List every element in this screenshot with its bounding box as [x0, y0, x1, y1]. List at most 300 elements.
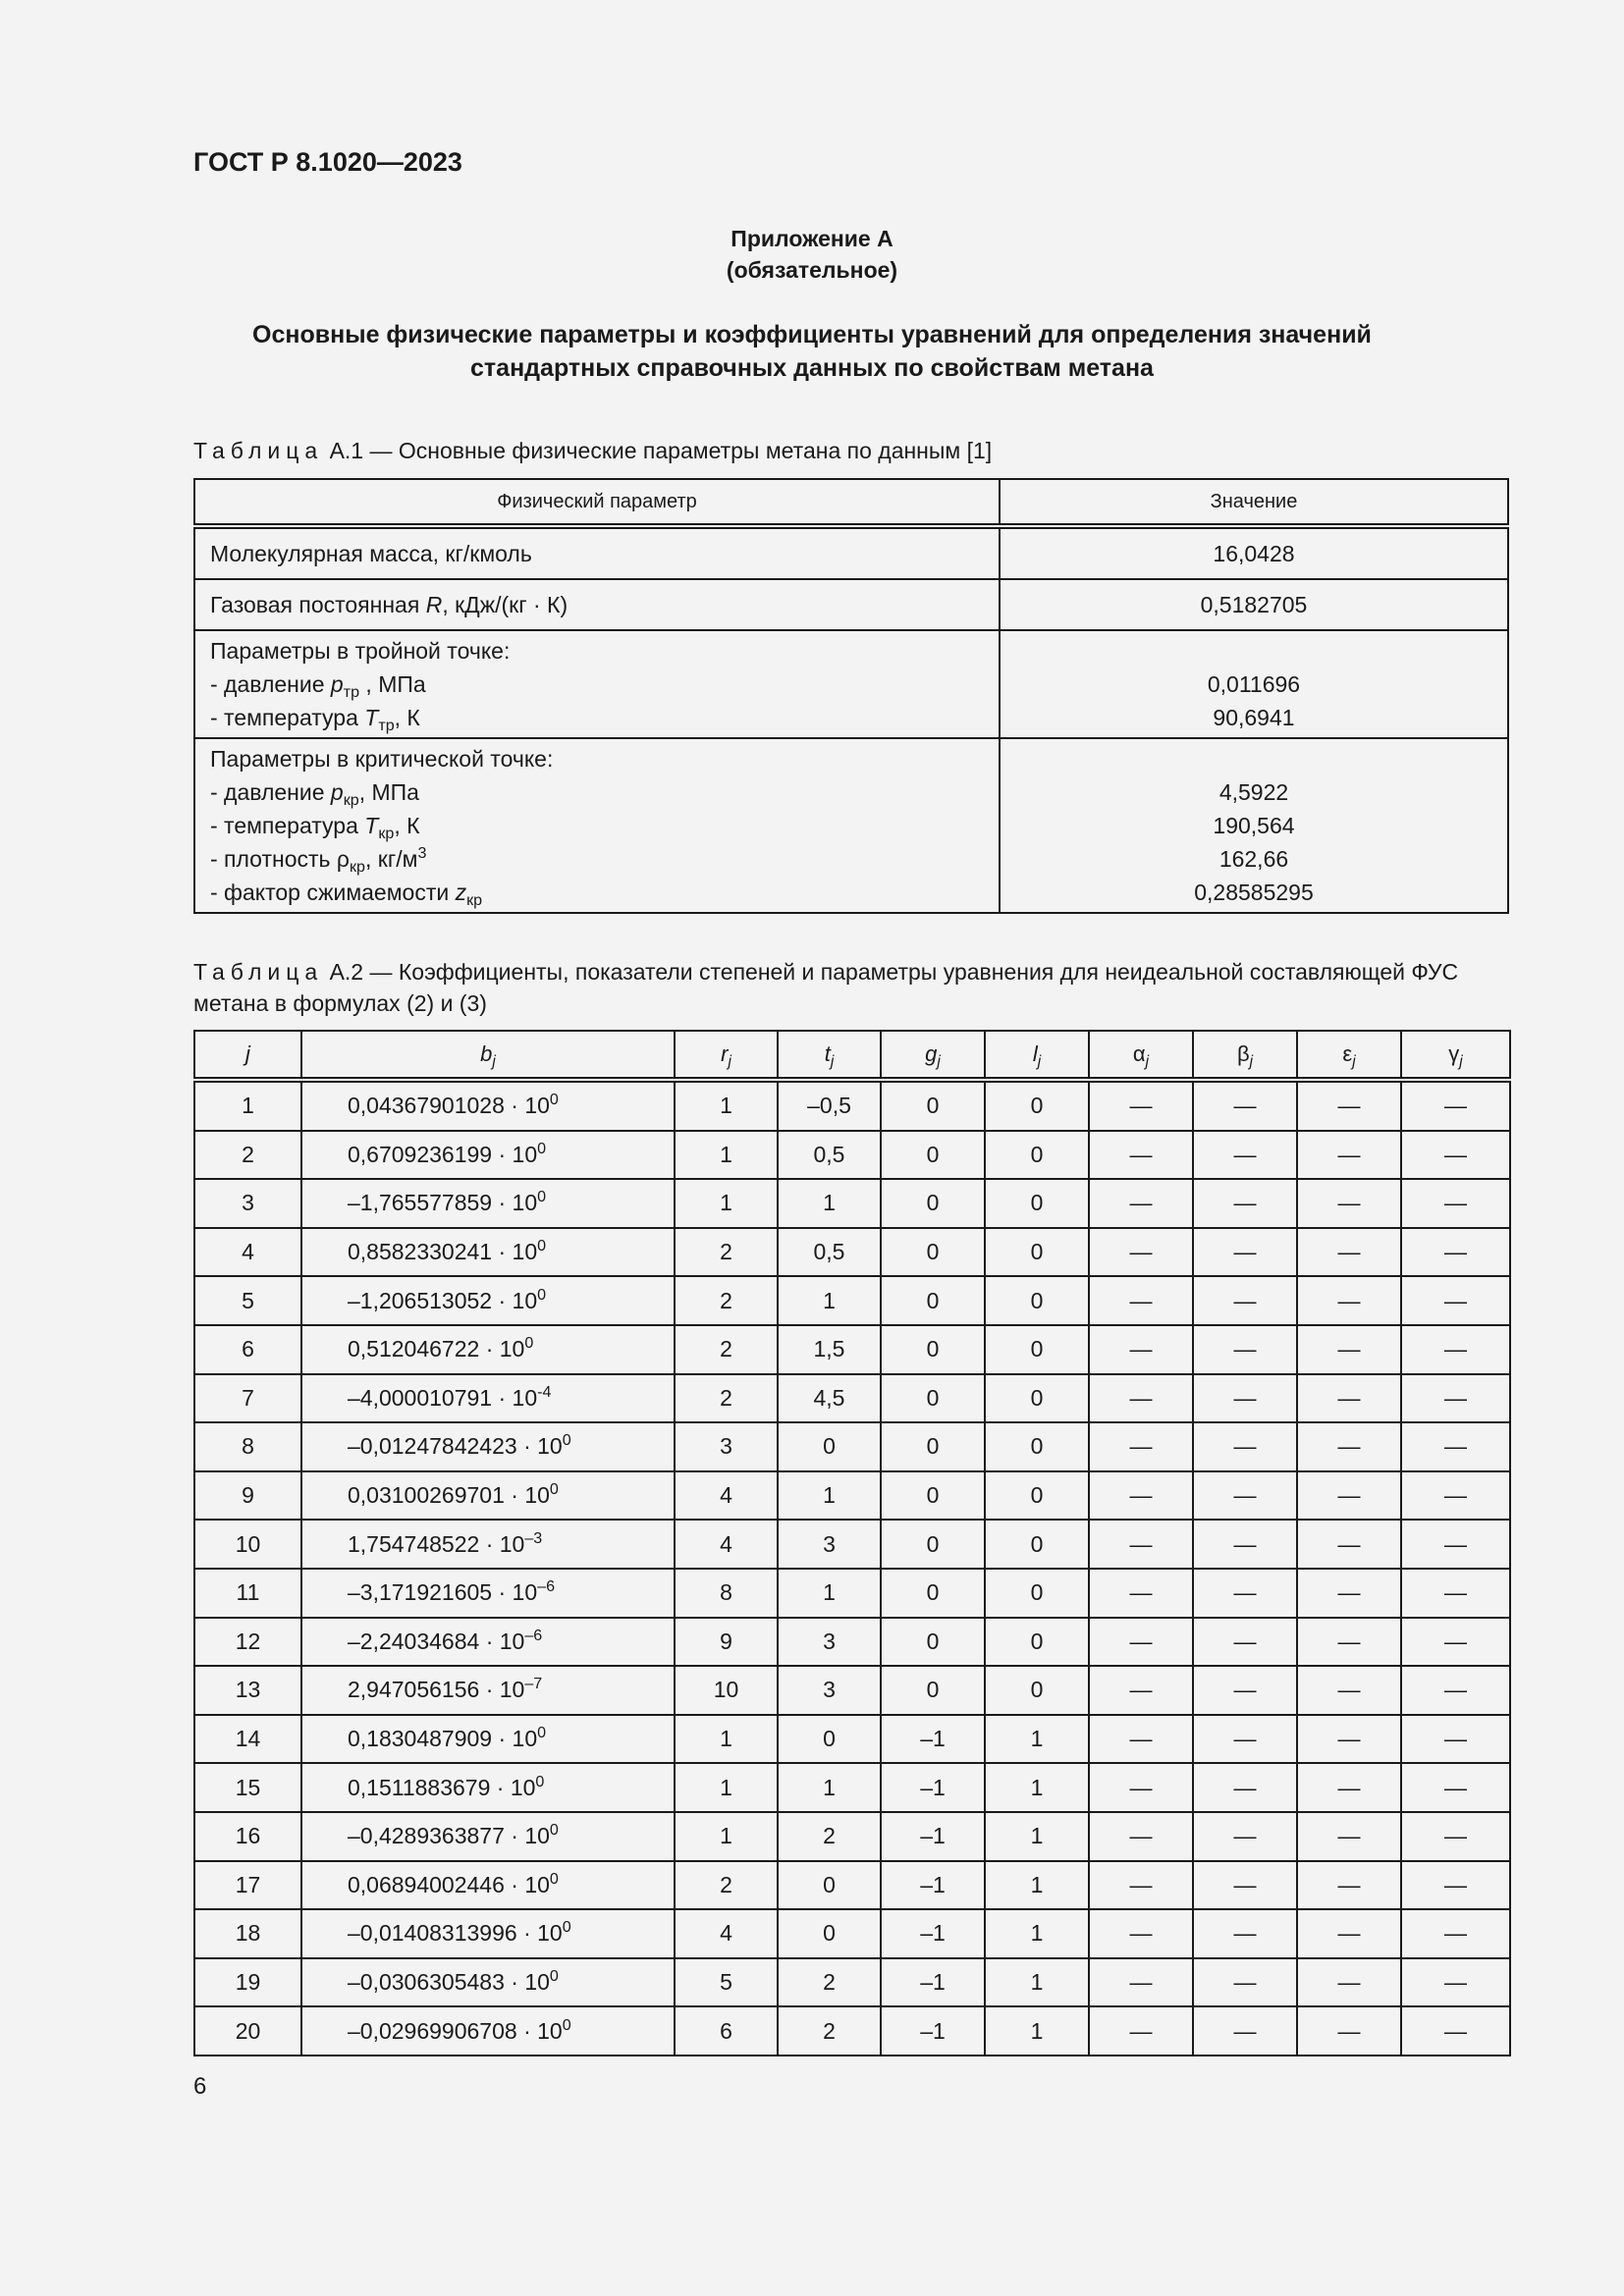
cell-j: 1 — [194, 1080, 301, 1131]
table-a2-caption-label: Таблица — [193, 959, 324, 985]
cp-temp-symbol: T — [364, 813, 379, 838]
coefficient-mantissa: –0,01247842423 · 10 — [348, 1433, 563, 1460]
tp-temp-prefix: - температура — [210, 705, 365, 730]
tp-temp-sub: тр — [378, 717, 395, 734]
cell-r: 1 — [675, 1763, 778, 1812]
table-row — [194, 579, 1508, 630]
document-code: ГОСТ Р 8.1020—2023 — [193, 147, 462, 177]
coefficient-exponent: 0 — [562, 2015, 571, 2034]
cell-t: 0 — [778, 1909, 881, 1958]
coefficient-mantissa: 0,512046722 · 10 — [348, 1336, 525, 1362]
cell-r: 1 — [675, 1131, 778, 1180]
header-subscript: j — [1459, 1053, 1463, 1070]
cell-r: 2 — [675, 1374, 778, 1423]
cell-beta: — — [1193, 1958, 1297, 2007]
table-row — [194, 1374, 1510, 1423]
header-subscript: j — [1352, 1053, 1356, 1070]
column-header-r — [675, 1031, 778, 1080]
coefficient-mantissa: –2,24034684 · 10 — [348, 1628, 525, 1654]
cell-t: 3 — [778, 1618, 881, 1667]
cell-j: 7 — [194, 1374, 301, 1423]
cell-eps: — — [1297, 1666, 1401, 1715]
cell-t: 0 — [778, 1422, 881, 1471]
cell-beta: — — [1193, 1179, 1297, 1228]
cell-eps: — — [1297, 1520, 1401, 1569]
cell-l: 1 — [985, 1812, 1089, 1861]
cell-eps: — — [1297, 1131, 1401, 1180]
cell-r: 4 — [675, 1520, 778, 1569]
cell-alpha: — — [1089, 1471, 1193, 1521]
cell-j: 3 — [194, 1179, 301, 1228]
cell-g: 0 — [881, 1228, 985, 1277]
cell-beta: — — [1193, 1325, 1297, 1374]
cell-eps: — — [1297, 1422, 1401, 1471]
cell-b — [301, 1080, 675, 1131]
table-row — [194, 1618, 1510, 1667]
cell-j: 15 — [194, 1763, 301, 1812]
cell-eps: — — [1297, 1080, 1401, 1131]
coefficient-exponent: 0 — [549, 1821, 559, 1840]
table-a2-caption-text: А.2 — Коэффициенты, показатели степеней и параметры уравнения для неидеальной составляющей ФУС метана в формулах (2) и (3) — [193, 959, 1459, 1016]
table-row — [194, 1715, 1510, 1764]
cell-beta: — — [1193, 1374, 1297, 1423]
critical-density-value: 162,66 — [1218, 846, 1289, 872]
cell-l: 1 — [985, 1861, 1089, 1910]
cell-beta: — — [1193, 1715, 1297, 1764]
column-header-value: Значение — [1000, 479, 1508, 526]
cell-alpha: — — [1089, 1909, 1193, 1958]
cell-beta: — — [1193, 1909, 1297, 1958]
cell-gamma: — — [1401, 1958, 1510, 2007]
triple-pressure-label — [210, 667, 984, 701]
cell-g: 0 — [881, 1666, 985, 1715]
critical-density-label — [210, 842, 984, 876]
column-header-parameter: Физический параметр — [194, 479, 1000, 526]
coefficient-exponent: –3 — [524, 1528, 543, 1547]
cell-b — [301, 1861, 675, 1910]
cp-density-sub: кр — [350, 858, 365, 876]
cell-b — [301, 1520, 675, 1569]
cell-j: 8 — [194, 1422, 301, 1471]
cell-j: 10 — [194, 1520, 301, 1569]
coefficient-exponent: 0 — [562, 1918, 571, 1937]
cell-eps: — — [1297, 1179, 1401, 1228]
critical-pressure-value: 4,5922 — [1218, 779, 1289, 805]
cell-g: –1 — [881, 1715, 985, 1764]
table-row — [194, 2006, 1510, 2056]
cell-b — [301, 1276, 675, 1325]
cell-j: 4 — [194, 1228, 301, 1277]
cell-alpha: — — [1089, 1422, 1193, 1471]
tp-pressure-sub: тр — [343, 683, 360, 701]
cell-g: 0 — [881, 1080, 985, 1131]
cell-gamma: — — [1401, 1618, 1510, 1667]
cell-j: 19 — [194, 1958, 301, 2007]
cell-eps: — — [1297, 1763, 1401, 1812]
cell-gamma: — — [1401, 1422, 1510, 1471]
cell-l: 0 — [985, 1471, 1089, 1521]
cell-eps: — — [1297, 1471, 1401, 1521]
coefficient-exponent: 0 — [549, 1091, 559, 1109]
cp-pressure-prefix: - давление — [210, 779, 331, 805]
cell-b — [301, 1374, 675, 1423]
molar-mass-value: 16,0428 — [1000, 526, 1508, 579]
coefficient-mantissa: –1,206513052 · 10 — [348, 1287, 538, 1313]
cell-eps: — — [1297, 1909, 1401, 1958]
cell-g: 0 — [881, 1520, 985, 1569]
cell-g: 0 — [881, 1179, 985, 1228]
cp-density-sup: 3 — [417, 844, 427, 862]
cell-gamma: — — [1401, 1471, 1510, 1521]
critical-temperature-value: 190,564 — [1213, 813, 1295, 838]
cell-j: 14 — [194, 1715, 301, 1764]
cell-l: 0 — [985, 1131, 1089, 1180]
gas-constant-symbol: R — [425, 592, 443, 617]
cell-b — [301, 1763, 675, 1812]
coefficient-exponent: 0 — [537, 1188, 547, 1206]
cell-l: 0 — [985, 1618, 1089, 1667]
table-row — [194, 738, 1508, 913]
column-header-b — [301, 1031, 675, 1080]
tp-pressure-suffix: , МПа — [359, 671, 426, 697]
cell-r: 2 — [675, 1228, 778, 1277]
cell-j: 12 — [194, 1618, 301, 1667]
coefficient-mantissa: 0,06894002446 · 10 — [348, 1871, 550, 1897]
header-subscript: j — [728, 1053, 731, 1070]
cp-z-symbol: z — [455, 880, 467, 905]
cell-r: 1 — [675, 1715, 778, 1764]
cell-r: 1 — [675, 1080, 778, 1131]
cell-beta: — — [1193, 1618, 1297, 1667]
column-header-beta — [1193, 1031, 1297, 1080]
cell-b — [301, 1131, 675, 1180]
coefficient-mantissa: 0,1830487909 · 10 — [348, 1726, 538, 1752]
cell-j: 18 — [194, 1909, 301, 1958]
cell-eps: — — [1297, 1812, 1401, 1861]
cell-alpha: — — [1089, 2006, 1193, 2056]
cell-b — [301, 1909, 675, 1958]
cell-gamma: — — [1401, 1179, 1510, 1228]
header-subscript: j — [1145, 1053, 1150, 1070]
gas-constant-suffix: , кДж/(кг · К) — [442, 592, 568, 617]
cell-j: 17 — [194, 1861, 301, 1910]
cell-t: 0,5 — [778, 1131, 881, 1180]
table-row — [194, 1131, 1510, 1180]
cell-gamma: — — [1401, 1569, 1510, 1618]
cell-t: 4,5 — [778, 1374, 881, 1423]
cell-r: 1 — [675, 1812, 778, 1861]
column-header-alpha — [1089, 1031, 1193, 1080]
cell-j: 11 — [194, 1569, 301, 1618]
cell-gamma: — — [1401, 1812, 1510, 1861]
cell-r: 6 — [675, 2006, 778, 2056]
cell-l: 0 — [985, 1228, 1089, 1277]
cell-l: 1 — [985, 1909, 1089, 1958]
cell-j: 9 — [194, 1471, 301, 1521]
coefficient-exponent: 0 — [549, 1966, 559, 1985]
cp-density-suffix: , кг/м — [365, 846, 418, 872]
cell-eps: — — [1297, 1276, 1401, 1325]
cell-gamma: — — [1401, 1080, 1510, 1131]
coefficient-mantissa: –0,02969906708 · 10 — [348, 2017, 563, 2044]
column-header-j — [194, 1031, 301, 1080]
coefficient-mantissa: –1,765577859 · 10 — [348, 1190, 538, 1216]
triple-temperature-value: 90,6941 — [1213, 705, 1295, 730]
table-a2-caption — [193, 956, 1509, 1019]
table-row — [194, 1179, 1510, 1228]
cell-j: 2 — [194, 1131, 301, 1180]
cell-t: –0,5 — [778, 1080, 881, 1131]
cell-beta: — — [1193, 1812, 1297, 1861]
coefficient-mantissa: –3,171921605 · 10 — [348, 1579, 538, 1606]
cell-gamma: — — [1401, 1861, 1510, 1910]
coefficient-mantissa: –4,000010791 · 10 — [348, 1384, 538, 1411]
cell-alpha: — — [1089, 1179, 1193, 1228]
table-a1-caption-label: Таблица — [193, 438, 324, 463]
cell-r: 3 — [675, 1422, 778, 1471]
cell-l: 0 — [985, 1179, 1089, 1228]
cell-j: 20 — [194, 2006, 301, 2056]
heading-line-2: стандартных справочных данных по свойствам метана — [470, 354, 1154, 382]
cell-l: 1 — [985, 1715, 1089, 1764]
cell-b — [301, 1471, 675, 1521]
cell-r: 2 — [675, 1325, 778, 1374]
coefficient-exponent: –6 — [524, 1626, 543, 1644]
cell-r: 2 — [675, 1861, 778, 1910]
header-symbol: γ — [1448, 1041, 1460, 1066]
coefficient-exponent: 0 — [524, 1334, 534, 1353]
cell-eps: — — [1297, 1569, 1401, 1618]
heading-line-1: Основные физические параметры и коэффициенты уравнений для определения значений — [252, 321, 1372, 348]
cell-t: 0 — [778, 1861, 881, 1910]
cell-alpha: — — [1089, 1276, 1193, 1325]
cp-temp-sub: кр — [378, 825, 395, 842]
cell-beta: — — [1193, 1861, 1297, 1910]
header-subscript: j — [937, 1053, 941, 1070]
cp-pressure-sub: кр — [343, 791, 359, 809]
header-symbol: r — [721, 1041, 729, 1066]
cell-alpha: — — [1089, 1666, 1193, 1715]
cp-z-sub: кр — [466, 891, 483, 909]
coefficient-mantissa: –0,0306305483 · 10 — [348, 1968, 550, 1995]
header-symbol: l — [1032, 1041, 1038, 1066]
cell-alpha: — — [1089, 1958, 1193, 2007]
cell-gamma: — — [1401, 1763, 1510, 1812]
header-symbol: β — [1236, 1041, 1250, 1066]
header-subscript: j — [830, 1053, 835, 1070]
cell-alpha: — — [1089, 1861, 1193, 1910]
coefficient-exponent: –7 — [524, 1675, 543, 1693]
cell-beta: — — [1193, 1228, 1297, 1277]
cell-t: 1 — [778, 1179, 881, 1228]
tp-pressure-prefix: - давление — [210, 671, 331, 697]
critical-pressure-label — [210, 775, 984, 809]
critical-compressibility-label — [210, 876, 984, 909]
cell-g: –1 — [881, 1812, 985, 1861]
table-row — [194, 1422, 1510, 1471]
column-header-epsilon — [1297, 1031, 1401, 1080]
cell-t: 1 — [778, 1763, 881, 1812]
cell-beta: — — [1193, 1471, 1297, 1521]
gas-constant-label — [194, 579, 1000, 630]
cell-l: 0 — [985, 1520, 1089, 1569]
coefficient-exponent: 0 — [537, 1724, 547, 1742]
table-row — [194, 1812, 1510, 1861]
cell-gamma: — — [1401, 1374, 1510, 1423]
cell-b — [301, 1228, 675, 1277]
cp-pressure-symbol: p — [330, 779, 344, 805]
column-header-gamma — [1401, 1031, 1510, 1080]
coefficient-exponent: 0 — [535, 1772, 545, 1790]
cell-j: 6 — [194, 1325, 301, 1374]
cell-alpha: — — [1089, 1569, 1193, 1618]
table-row — [194, 1325, 1510, 1374]
cell-j: 13 — [194, 1666, 301, 1715]
cell-j: 5 — [194, 1276, 301, 1325]
coefficient-mantissa: –0,01408313996 · 10 — [348, 1920, 563, 1947]
cp-density-symbol: ρ — [336, 846, 350, 872]
cell-g: 0 — [881, 1276, 985, 1325]
cell-r: 4 — [675, 1909, 778, 1958]
table-a2-header-row — [194, 1031, 1510, 1080]
cell-l: 1 — [985, 1958, 1089, 2007]
cell-t: 0 — [778, 1715, 881, 1764]
cell-alpha: — — [1089, 1618, 1193, 1667]
table-row — [194, 1080, 1510, 1131]
table-row — [194, 1276, 1510, 1325]
cell-g: –1 — [881, 2006, 985, 2056]
cell-t: 1 — [778, 1471, 881, 1521]
cell-r: 9 — [675, 1618, 778, 1667]
cell-g: 0 — [881, 1325, 985, 1374]
cell-t: 3 — [778, 1520, 881, 1569]
coefficient-mantissa: 0,04367901028 · 10 — [348, 1093, 550, 1119]
header-symbol: t — [824, 1041, 831, 1066]
table-row — [194, 630, 1508, 738]
cell-alpha: — — [1089, 1080, 1193, 1131]
cell-alpha: — — [1089, 1325, 1193, 1374]
cell-alpha: — — [1089, 1715, 1193, 1764]
cell-eps: — — [1297, 1374, 1401, 1423]
coefficient-exponent: 0 — [537, 1285, 547, 1304]
cell-b — [301, 1666, 675, 1715]
coefficient-mantissa: 1,754748522 · 10 — [348, 1530, 525, 1557]
coefficient-mantissa: 2,947056156 · 10 — [348, 1677, 525, 1703]
table-row — [194, 1228, 1510, 1277]
cell-beta: — — [1193, 1666, 1297, 1715]
table-a1-header-row — [194, 479, 1508, 526]
cell-g: 0 — [881, 1374, 985, 1423]
header-symbol: ε — [1342, 1041, 1353, 1066]
coefficient-mantissa: –0,4289363877 · 10 — [348, 1823, 550, 1849]
cell-b — [301, 1569, 675, 1618]
cell-alpha: — — [1089, 1131, 1193, 1180]
cell-gamma: — — [1401, 1276, 1510, 1325]
cell-g: 0 — [881, 1131, 985, 1180]
cp-density-prefix: - плотность — [210, 846, 337, 872]
coefficient-exponent: -4 — [537, 1382, 552, 1401]
column-header-g — [881, 1031, 985, 1080]
molar-mass-label: Молекулярная масса, кг/кмоль — [194, 526, 1000, 579]
critical-point-values — [1000, 738, 1508, 913]
cell-g: –1 — [881, 1861, 985, 1910]
table-row — [194, 526, 1508, 579]
table-a2-body — [194, 1080, 1510, 2056]
coefficient-exponent: 0 — [537, 1139, 547, 1157]
tp-temp-symbol: T — [364, 705, 379, 730]
cell-g: 0 — [881, 1471, 985, 1521]
cell-alpha: — — [1089, 1520, 1193, 1569]
gas-constant-prefix: Газовая постоянная — [210, 592, 426, 617]
critical-point-params — [194, 738, 1000, 913]
cell-eps: — — [1297, 1228, 1401, 1277]
cell-alpha: — — [1089, 1763, 1193, 1812]
coefficient-mantissa: 0,1511883679 · 10 — [348, 1774, 536, 1800]
coefficient-mantissa: 0,03100269701 · 10 — [348, 1482, 550, 1509]
coefficient-exponent: 0 — [562, 1431, 571, 1450]
cell-gamma: — — [1401, 1228, 1510, 1277]
table-a2 — [193, 1030, 1511, 2056]
cell-g: –1 — [881, 1909, 985, 1958]
cell-l: 0 — [985, 1080, 1089, 1131]
coefficient-mantissa: 0,8582330241 · 10 — [348, 1239, 538, 1265]
cell-gamma: — — [1401, 1715, 1510, 1764]
cell-beta: — — [1193, 1080, 1297, 1131]
cell-gamma: — — [1401, 1520, 1510, 1569]
cell-j: 16 — [194, 1812, 301, 1861]
cell-gamma: — — [1401, 2006, 1510, 2056]
cell-l: 1 — [985, 1763, 1089, 1812]
critical-compressibility-value: 0,28585295 — [1194, 880, 1314, 905]
cell-alpha: — — [1089, 1228, 1193, 1277]
coefficient-exponent: 0 — [537, 1237, 547, 1255]
cell-l: 0 — [985, 1422, 1089, 1471]
cell-t: 0,5 — [778, 1228, 881, 1277]
table-row — [194, 1569, 1510, 1618]
cell-g: 0 — [881, 1422, 985, 1471]
column-header-l — [985, 1031, 1089, 1080]
header-symbol: g — [925, 1041, 938, 1066]
cell-beta: — — [1193, 2006, 1297, 2056]
cell-b — [301, 1422, 675, 1471]
cell-t: 2 — [778, 2006, 881, 2056]
triple-point-params — [194, 630, 1000, 738]
coefficient-exponent: 0 — [549, 1869, 559, 1888]
page-number: 6 — [193, 2073, 207, 2100]
cell-eps: — — [1297, 1618, 1401, 1667]
cell-b — [301, 1325, 675, 1374]
cell-t: 3 — [778, 1666, 881, 1715]
cell-beta: — — [1193, 1520, 1297, 1569]
header-symbol: j — [245, 1041, 250, 1066]
cell-r: 10 — [675, 1666, 778, 1715]
appendix-heading — [196, 318, 1428, 385]
table-row — [194, 1471, 1510, 1521]
triple-point-values — [1000, 630, 1508, 738]
cell-l: 0 — [985, 1374, 1089, 1423]
table-a1-caption — [193, 435, 992, 466]
header-subscript: j — [1249, 1053, 1254, 1070]
cell-t: 1 — [778, 1276, 881, 1325]
column-header-t — [778, 1031, 881, 1080]
gas-constant-value: 0,5182705 — [1000, 579, 1508, 630]
cell-gamma: — — [1401, 1666, 1510, 1715]
cell-b — [301, 2006, 675, 2056]
cell-b — [301, 1618, 675, 1667]
cell-beta: — — [1193, 1131, 1297, 1180]
cell-l: 0 — [985, 1666, 1089, 1715]
triple-point-label: Параметры в тройной точке: — [210, 638, 511, 664]
